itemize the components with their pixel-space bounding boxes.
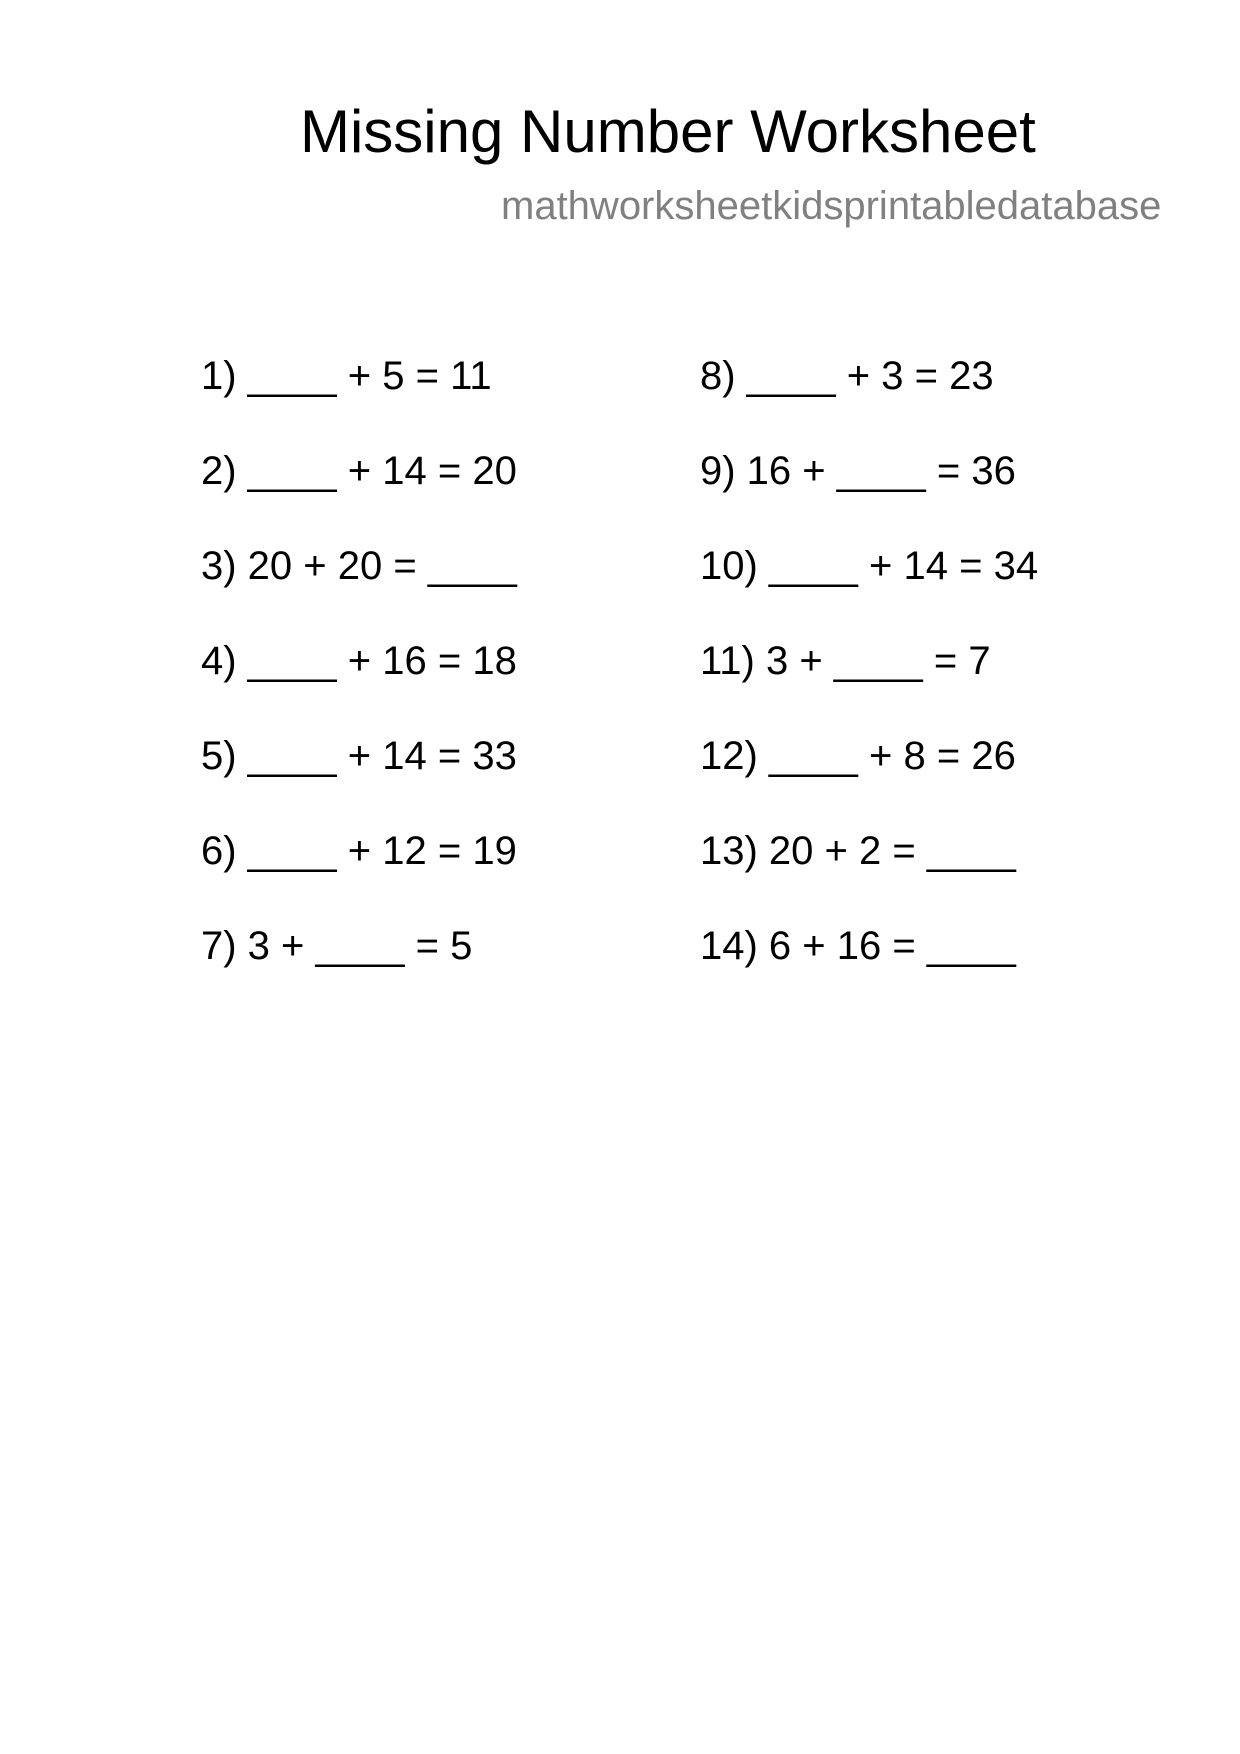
problem-7: 7) 3 + ____ = 5 [201, 924, 473, 968]
problem-4: 4) ____ + 16 = 18 [201, 639, 517, 683]
page-title: Missing Number Worksheet [300, 98, 1036, 165]
problem-3: 3) 20 + 20 = ____ [201, 544, 517, 588]
problem-8: 8) ____ + 3 = 23 [700, 354, 994, 398]
problem-6: 6) ____ + 12 = 19 [201, 829, 517, 873]
problem-10: 10) ____ + 14 = 34 [700, 544, 1039, 588]
problem-column-right [700, 352, 1038, 1017]
problem-9: 9) 16 + ____ = 36 [700, 449, 1016, 493]
problem-14: 14) 6 + 16 = ____ [700, 924, 1016, 968]
problem-column-left [201, 352, 517, 1017]
source-watermark: mathworksheetkidsprintabledatabase [501, 184, 1162, 228]
problem-2: 2) ____ + 14 = 20 [201, 449, 517, 493]
problem-5: 5) ____ + 14 = 33 [201, 734, 517, 778]
problem-11: 11) 3 + ____ = 7 [700, 639, 991, 683]
problem-1: 1) ____ + 5 = 11 [201, 354, 492, 398]
problem-13: 13) 20 + 2 = ____ [700, 829, 1016, 873]
problem-12: 12) ____ + 8 = 26 [700, 734, 1016, 778]
